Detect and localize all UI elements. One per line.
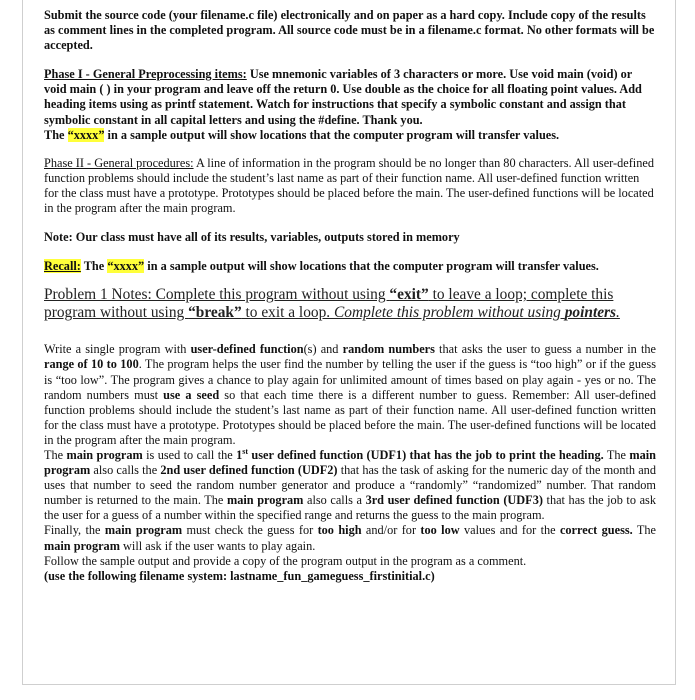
desc-follow-sample: Follow the sample output and provide a copy of the program output in the program as a comment. [44,553,527,568]
problem-part1: Problem 1 Notes: Complete this program without using [44,286,390,304]
desc-udf2: 2nd user defined function (UDF2) [160,463,338,478]
desc-udf: user-defined function [190,342,304,357]
desc-s1: Write a single program with [44,342,191,357]
desc-s5: so that each time there is a different number to guess. Remember: All user-defined function problems should include the student’s last name as part of their function name. All user-defined function written for the class must have a prototype. Prototypes should be placed before the main. The user-defined functions will be located in the program after the main program. [44,387,656,447]
problem-notes [44,286,656,322]
desc-s6a: The [44,447,67,462]
desc-too-high: too high [317,523,362,538]
desc-too-low: too low [420,523,460,538]
desc-main-program-2: main program [44,447,656,478]
desc-s7a: The [603,447,630,462]
desc-s2: (s) and [303,342,343,357]
desc-s7e: that has the job to ask the user for a guess of a number within the specified range and returns the guess to the main program. [44,493,656,523]
problem-end: . [616,304,620,322]
desc-first: 1 [236,447,243,462]
problem-part3: to exit a loop. [241,304,334,322]
desc-range: range of 10 to 100 [44,357,139,372]
desc-correct-guess: correct guess. [559,523,633,538]
phase1-body: Use mnemonic variables of 3 characters or more. Use void main (void) or void main ( ) in your program and leave off the return 0. Use double as the choice for all floating point values. Add heading items using as printf statement. Watch for instructions that specify a symbolic constant and assign that symbolic constant in all capital letters and using the #define. Thank you. [44,67,642,127]
desc-main-program-1: main program [66,447,143,462]
problem-description [44,342,656,584]
problem-pointers: pointers [564,304,617,322]
problem-part2: to leave a loop; complete this program without using [44,286,614,322]
note-text: Note: Our class must have all of its results, variables, outputs stored in memory [44,230,460,245]
desc-main-program-4: main program [104,523,183,538]
desc-s8f: will ask if the user wants to play again. [119,538,316,553]
phase2-section [44,156,656,216]
problem-exit: “exit” [389,286,429,304]
phase1-section [44,67,656,142]
phase1-heading: Phase I - General Preprocessing items: [44,67,247,82]
desc-s7c: that has the task of asking for the numeric day of the month and uses that number to seed the random number generator and produce a “randomly” “randomized” number. That random number is returned to the main. The [44,463,656,508]
submission-instructions [44,8,656,53]
desc-s4: . The program helps the user find the number by telling the user if the guess is “too high” or if the guess is “too low”. The program gives a chance to play again for unlimited amount of times based on play again - yes or no. The random numbers must [44,357,656,402]
recall-label: Recall: [44,259,81,274]
phase2-body: A line of information in the program should be no longer than 80 characters. All user-defined function problems should include the student’s last name as part of their function name. All user-defined function written for the class must have a prototype. Prototypes should be placed before the main. The user-defined functions will be located in the program after the main program. [44,155,654,216]
phase2-heading: Phase II - General procedures: [44,155,194,170]
desc-s8b: must check the guess for [182,523,318,538]
desc-rand: random numbers [342,342,435,357]
document-page [44,8,656,584]
phase1-line2-post: in a sample output will show locations that the computer program will transfer values. [104,127,560,142]
desc-s3: that asks the user to guess a number in the [434,342,656,357]
phase1-line2-pre: The [44,127,68,142]
desc-udf3: 3rd user defined function (UDF3) [365,493,543,508]
desc-main-program-5: main program [44,538,120,553]
recall-xxxx-highlight: “xxxx” [107,259,145,274]
desc-udf1: user defined function (UDF1) that has the job to print the heading. [248,447,604,462]
recall-pre: The [80,259,108,274]
xxxx-highlight: “xxxx” [67,127,105,142]
recall-post: in a sample output will show locations that the computer program will transfer values. [144,259,599,274]
problem-break: “break” [188,304,242,322]
desc-filename-system: (use the following filename system: lastname_fun_gameguess_firstinitial.c) [44,568,435,583]
desc-s7b: also calls the [90,463,161,478]
desc-s8e: The [632,523,656,538]
problem-italic: Complete this problem without using [334,304,565,322]
desc-s8d: values and for the [459,523,560,538]
desc-s8a: Finally, the [44,523,105,538]
desc-s8c: and/or for [361,523,421,538]
desc-st-superscript: st [242,446,249,456]
desc-paragraph [44,342,656,584]
note-line [44,230,656,245]
intro-text: Submit the source code (your filename.c file) electronically and on paper as a hard copy. Include copy of the results as comment lines in the completed program. All source code must be in a filename.c format. No other formats will be accepted. [44,8,655,53]
desc-s7d: also calls a [303,493,366,508]
desc-seed: use a seed [163,387,220,402]
desc-s6b: is used to call the [142,447,237,462]
desc-main-program-3: main program [226,493,304,508]
recall-section [44,259,656,274]
